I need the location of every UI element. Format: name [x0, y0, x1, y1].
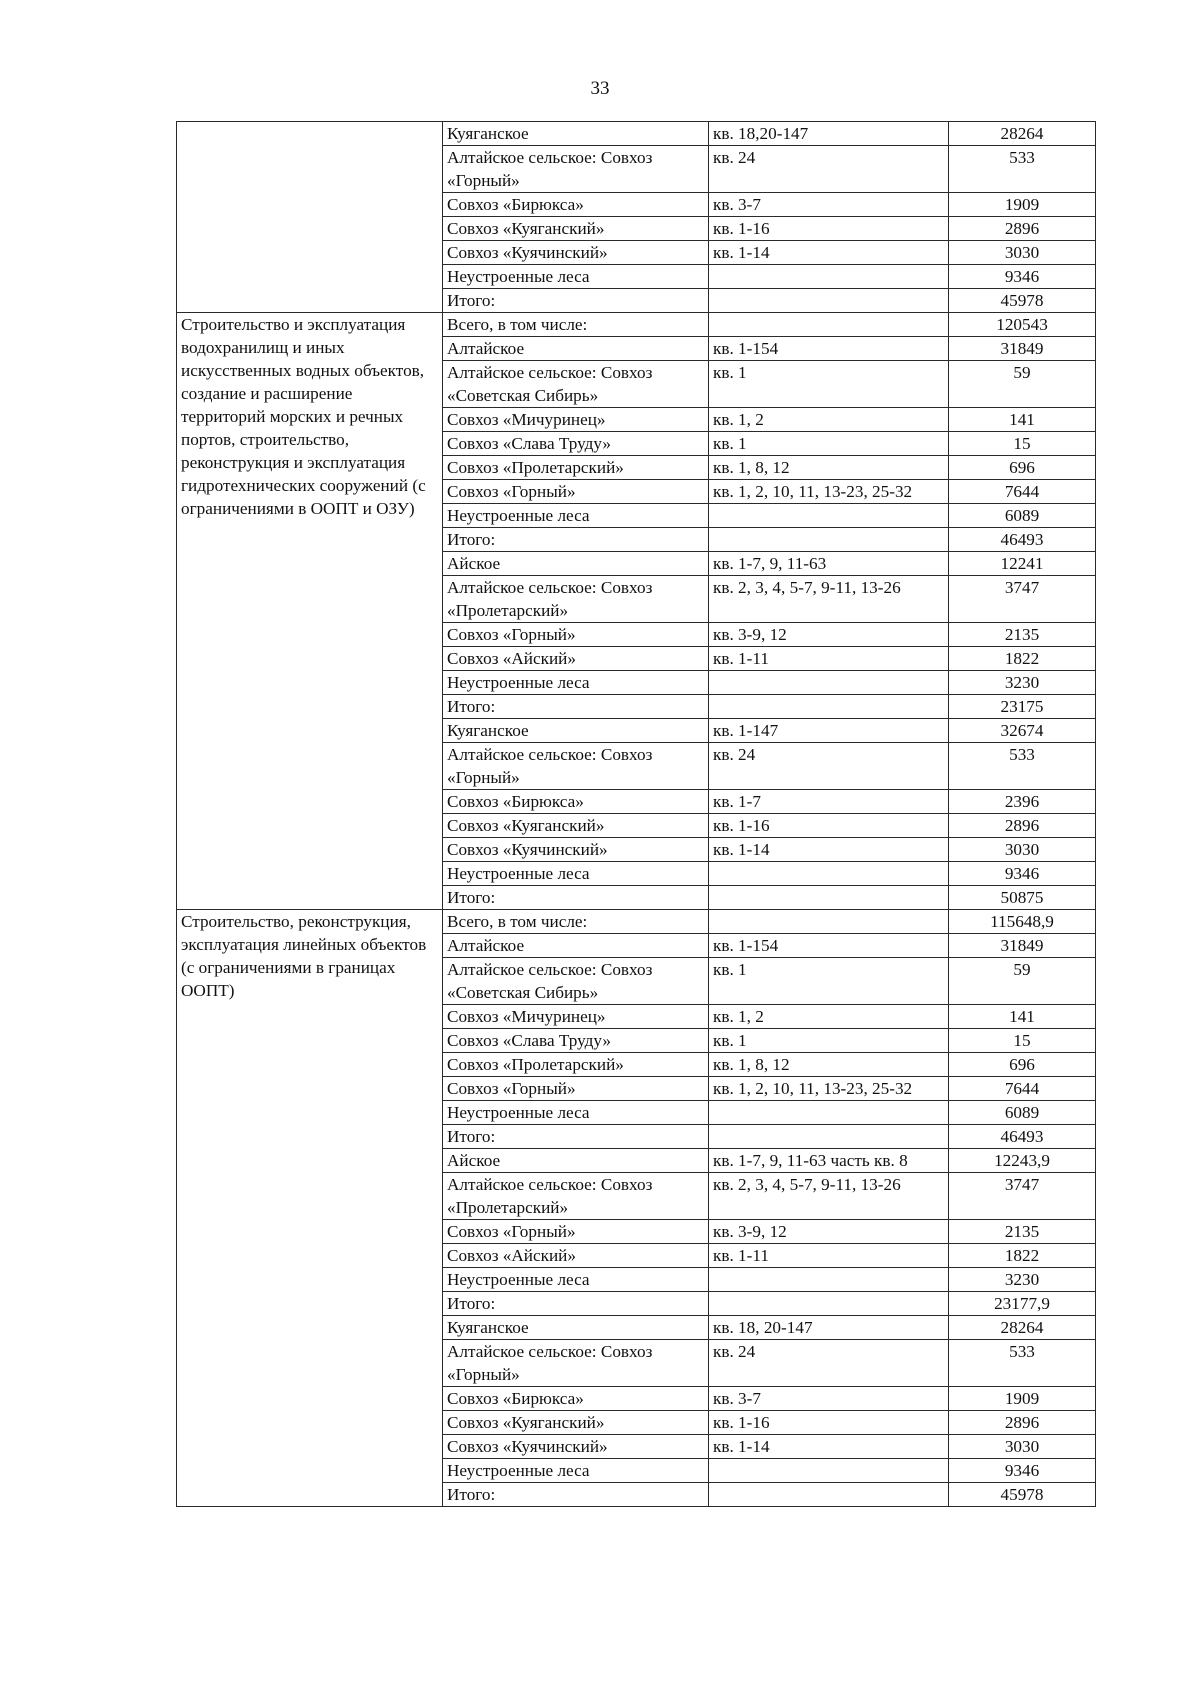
quarters-cell [709, 265, 949, 289]
forestry-name-cell: Неустроенные леса [443, 1268, 709, 1292]
quarters-cell: кв. 1-147 [709, 719, 949, 743]
area-cell: 31849 [949, 934, 1096, 958]
quarters-cell: кв. 1 [709, 958, 949, 1005]
area-cell: 59 [949, 958, 1096, 1005]
area-cell: 7644 [949, 480, 1096, 504]
quarters-cell [709, 695, 949, 719]
area-cell: 28264 [949, 1316, 1096, 1340]
quarters-cell [709, 910, 949, 934]
quarters-cell [709, 504, 949, 528]
forestry-name-cell: Алтайское сельское: Совхоз «Пролетарский» [443, 1173, 709, 1220]
area-cell: 9346 [949, 1459, 1096, 1483]
quarters-cell: кв. 3-9, 12 [709, 623, 949, 647]
area-cell: 141 [949, 1005, 1096, 1029]
quarters-cell: кв. 3-9, 12 [709, 1220, 949, 1244]
area-cell: 12241 [949, 552, 1096, 576]
quarters-cell: кв. 18, 20-147 [709, 1316, 949, 1340]
quarters-cell: кв. 1 [709, 432, 949, 456]
forestry-name-cell: Итого: [443, 886, 709, 910]
quarters-cell: кв. 1-11 [709, 647, 949, 671]
area-cell: 2896 [949, 217, 1096, 241]
quarters-cell: кв. 1-154 [709, 934, 949, 958]
forestry-name-cell: Совхоз «Куяганский» [443, 1411, 709, 1435]
table-row [177, 910, 1096, 934]
quarters-cell: кв. 1-14 [709, 241, 949, 265]
forestry-name-cell: Итого: [443, 1292, 709, 1316]
forestry-name-cell: Совхоз «Куяганский» [443, 217, 709, 241]
forestry-name-cell: Совхоз «Горный» [443, 623, 709, 647]
area-cell: 59 [949, 361, 1096, 408]
area-cell: 141 [949, 408, 1096, 432]
forestry-name-cell: Совхоз «Пролетарский» [443, 456, 709, 480]
forestry-name-cell: Айское [443, 1149, 709, 1173]
activity-type-cell: Строительство, реконструкция, эксплуатация линейных объектов (с ограничениями в границах ООПТ) [177, 910, 443, 1507]
area-cell: 120543 [949, 313, 1096, 337]
area-cell: 31849 [949, 337, 1096, 361]
forestry-name-cell: Неустроенные леса [443, 862, 709, 886]
forestry-name-cell: Совхоз «Горный» [443, 1077, 709, 1101]
quarters-cell: кв. 24 [709, 1340, 949, 1387]
forestry-name-cell: Совхоз «Куячинский» [443, 1435, 709, 1459]
area-cell: 533 [949, 1340, 1096, 1387]
area-cell: 2135 [949, 623, 1096, 647]
forestry-name-cell: Алтайское сельское: Совхоз «Советская Сибирь» [443, 958, 709, 1005]
area-cell: 3747 [949, 576, 1096, 623]
area-cell: 696 [949, 1053, 1096, 1077]
area-cell: 2396 [949, 790, 1096, 814]
quarters-cell: кв. 1-7 [709, 790, 949, 814]
forestry-name-cell: Неустроенные леса [443, 1459, 709, 1483]
quarters-cell: кв. 1-7, 9, 11-63 [709, 552, 949, 576]
forestry-name-cell: Итого: [443, 528, 709, 552]
quarters-cell: кв. 18,20-147 [709, 122, 949, 146]
quarters-cell: кв. 24 [709, 743, 949, 790]
area-cell: 3230 [949, 1268, 1096, 1292]
area-cell: 23175 [949, 695, 1096, 719]
forestry-name-cell: Айское [443, 552, 709, 576]
table-row [177, 122, 1096, 146]
area-cell: 6089 [949, 504, 1096, 528]
forestry-name-cell: Неустроенные леса [443, 504, 709, 528]
quarters-cell: кв. 1, 2 [709, 408, 949, 432]
quarters-cell [709, 1125, 949, 1149]
area-cell: 115648,9 [949, 910, 1096, 934]
area-cell: 533 [949, 146, 1096, 193]
quarters-cell: кв. 2, 3, 4, 5-7, 9-11, 13-26 [709, 1173, 949, 1220]
quarters-cell: кв. 3-7 [709, 1387, 949, 1411]
area-cell: 3230 [949, 671, 1096, 695]
forestry-name-cell: Совхоз «Бирюкса» [443, 193, 709, 217]
forestry-name-cell: Совхоз «Куячинский» [443, 838, 709, 862]
area-cell: 12243,9 [949, 1149, 1096, 1173]
forestry-name-cell: Совхоз «Горный» [443, 480, 709, 504]
table-body [177, 122, 1096, 1507]
area-cell: 1822 [949, 1244, 1096, 1268]
forestry-name-cell: Совхоз «Слава Труду» [443, 1029, 709, 1053]
area-cell: 15 [949, 432, 1096, 456]
area-cell: 3030 [949, 1435, 1096, 1459]
area-cell: 9346 [949, 862, 1096, 886]
forestry-name-cell: Совхоз «Мичуринец» [443, 408, 709, 432]
area-cell: 3030 [949, 241, 1096, 265]
quarters-cell: кв. 1 [709, 1029, 949, 1053]
quarters-cell [709, 671, 949, 695]
quarters-cell [709, 289, 949, 313]
forestry-name-cell: Совхоз «Горный» [443, 1220, 709, 1244]
quarters-cell [709, 313, 949, 337]
forestry-name-cell: Совхоз «Пролетарский» [443, 1053, 709, 1077]
forestry-name-cell: Всего, в том числе: [443, 313, 709, 337]
area-cell: 6089 [949, 1101, 1096, 1125]
quarters-cell: кв. 1-14 [709, 838, 949, 862]
forestry-name-cell: Совхоз «Куяганский» [443, 814, 709, 838]
forestry-name-cell: Итого: [443, 289, 709, 313]
quarters-cell: кв. 24 [709, 146, 949, 193]
quarters-cell: кв. 3-7 [709, 193, 949, 217]
page-number: 33 [590, 78, 610, 99]
forestry-name-cell: Совхоз «Айский» [443, 647, 709, 671]
quarters-cell [709, 862, 949, 886]
area-cell: 2135 [949, 1220, 1096, 1244]
activity-type-cell [177, 122, 443, 313]
quarters-cell: кв. 1-154 [709, 337, 949, 361]
area-cell: 7644 [949, 1077, 1096, 1101]
quarters-cell [709, 1483, 949, 1507]
forestry-name-cell: Итого: [443, 1483, 709, 1507]
forestry-name-cell: Неустроенные леса [443, 671, 709, 695]
area-cell: 15 [949, 1029, 1096, 1053]
forestry-name-cell: Алтайское сельское: Совхоз «Советская Сибирь» [443, 361, 709, 408]
area-cell: 50875 [949, 886, 1096, 910]
forestry-name-cell: Итого: [443, 695, 709, 719]
forestry-name-cell: Совхоз «Мичуринец» [443, 1005, 709, 1029]
forestry-name-cell: Куяганское [443, 719, 709, 743]
area-cell: 45978 [949, 1483, 1096, 1507]
table-row [177, 313, 1096, 337]
area-cell: 46493 [949, 528, 1096, 552]
quarters-cell [709, 1268, 949, 1292]
forestry-name-cell: Совхоз «Бирюкса» [443, 790, 709, 814]
forestry-name-cell: Совхоз «Куячинский» [443, 241, 709, 265]
forestry-name-cell: Алтайское сельское: Совхоз «Горный» [443, 1340, 709, 1387]
forestry-name-cell: Совхоз «Бирюкса» [443, 1387, 709, 1411]
quarters-cell: кв. 1, 2 [709, 1005, 949, 1029]
forestry-name-cell: Куяганское [443, 1316, 709, 1340]
quarters-cell: кв. 1-7, 9, 11-63 часть кв. 8 [709, 1149, 949, 1173]
quarters-cell: кв. 1-16 [709, 217, 949, 241]
forestry-name-cell: Совхоз «Слава Труду» [443, 432, 709, 456]
quarters-cell: кв. 1-11 [709, 1244, 949, 1268]
forestry-name-cell: Алтайское сельское: Совхоз «Пролетарский» [443, 576, 709, 623]
area-cell: 1822 [949, 647, 1096, 671]
forestry-name-cell: Алтайское сельское: Совхоз «Горный» [443, 146, 709, 193]
area-cell: 2896 [949, 814, 1096, 838]
area-cell: 45978 [949, 289, 1096, 313]
forestry-name-cell: Совхоз «Айский» [443, 1244, 709, 1268]
quarters-cell: кв. 1, 8, 12 [709, 456, 949, 480]
forestry-name-cell: Алтайское [443, 934, 709, 958]
quarters-cell [709, 528, 949, 552]
area-cell: 23177,9 [949, 1292, 1096, 1316]
quarters-cell [709, 886, 949, 910]
area-cell: 533 [949, 743, 1096, 790]
area-cell: 28264 [949, 122, 1096, 146]
area-cell: 1909 [949, 1387, 1096, 1411]
forestry-name-cell: Неустроенные леса [443, 1101, 709, 1125]
quarters-cell [709, 1101, 949, 1125]
area-cell: 9346 [949, 265, 1096, 289]
area-cell: 32674 [949, 719, 1096, 743]
forestry-name-cell: Всего, в том числе: [443, 910, 709, 934]
quarters-cell: кв. 1 [709, 361, 949, 408]
quarters-cell: кв. 1, 8, 12 [709, 1053, 949, 1077]
forestry-name-cell: Итого: [443, 1125, 709, 1149]
area-cell: 3030 [949, 838, 1096, 862]
quarters-cell: кв. 1-16 [709, 814, 949, 838]
area-cell: 2896 [949, 1411, 1096, 1435]
forestry-name-cell: Алтайское [443, 337, 709, 361]
area-cell: 1909 [949, 193, 1096, 217]
quarters-cell [709, 1292, 949, 1316]
quarters-cell: кв. 1, 2, 10, 11, 13-23, 25-32 [709, 480, 949, 504]
forestry-table [176, 121, 1096, 1507]
area-cell: 696 [949, 456, 1096, 480]
quarters-cell [709, 1459, 949, 1483]
quarters-cell: кв. 1-14 [709, 1435, 949, 1459]
forestry-name-cell: Неустроенные леса [443, 265, 709, 289]
quarters-cell: кв. 2, 3, 4, 5-7, 9-11, 13-26 [709, 576, 949, 623]
area-cell: 3747 [949, 1173, 1096, 1220]
quarters-cell: кв. 1, 2, 10, 11, 13-23, 25-32 [709, 1077, 949, 1101]
area-cell: 46493 [949, 1125, 1096, 1149]
activity-type-cell: Строительство и эксплуатация водохранилищ и иных искусственных водных объектов, создание и расширение территорий морских и речных портов, строительство, реконструкция и эксплуатация гидротехнических сооружений (с ограничениями в ООПТ и ОЗУ) [177, 313, 443, 910]
forestry-name-cell: Куяганское [443, 122, 709, 146]
forestry-name-cell: Алтайское сельское: Совхоз «Горный» [443, 743, 709, 790]
quarters-cell: кв. 1-16 [709, 1411, 949, 1435]
